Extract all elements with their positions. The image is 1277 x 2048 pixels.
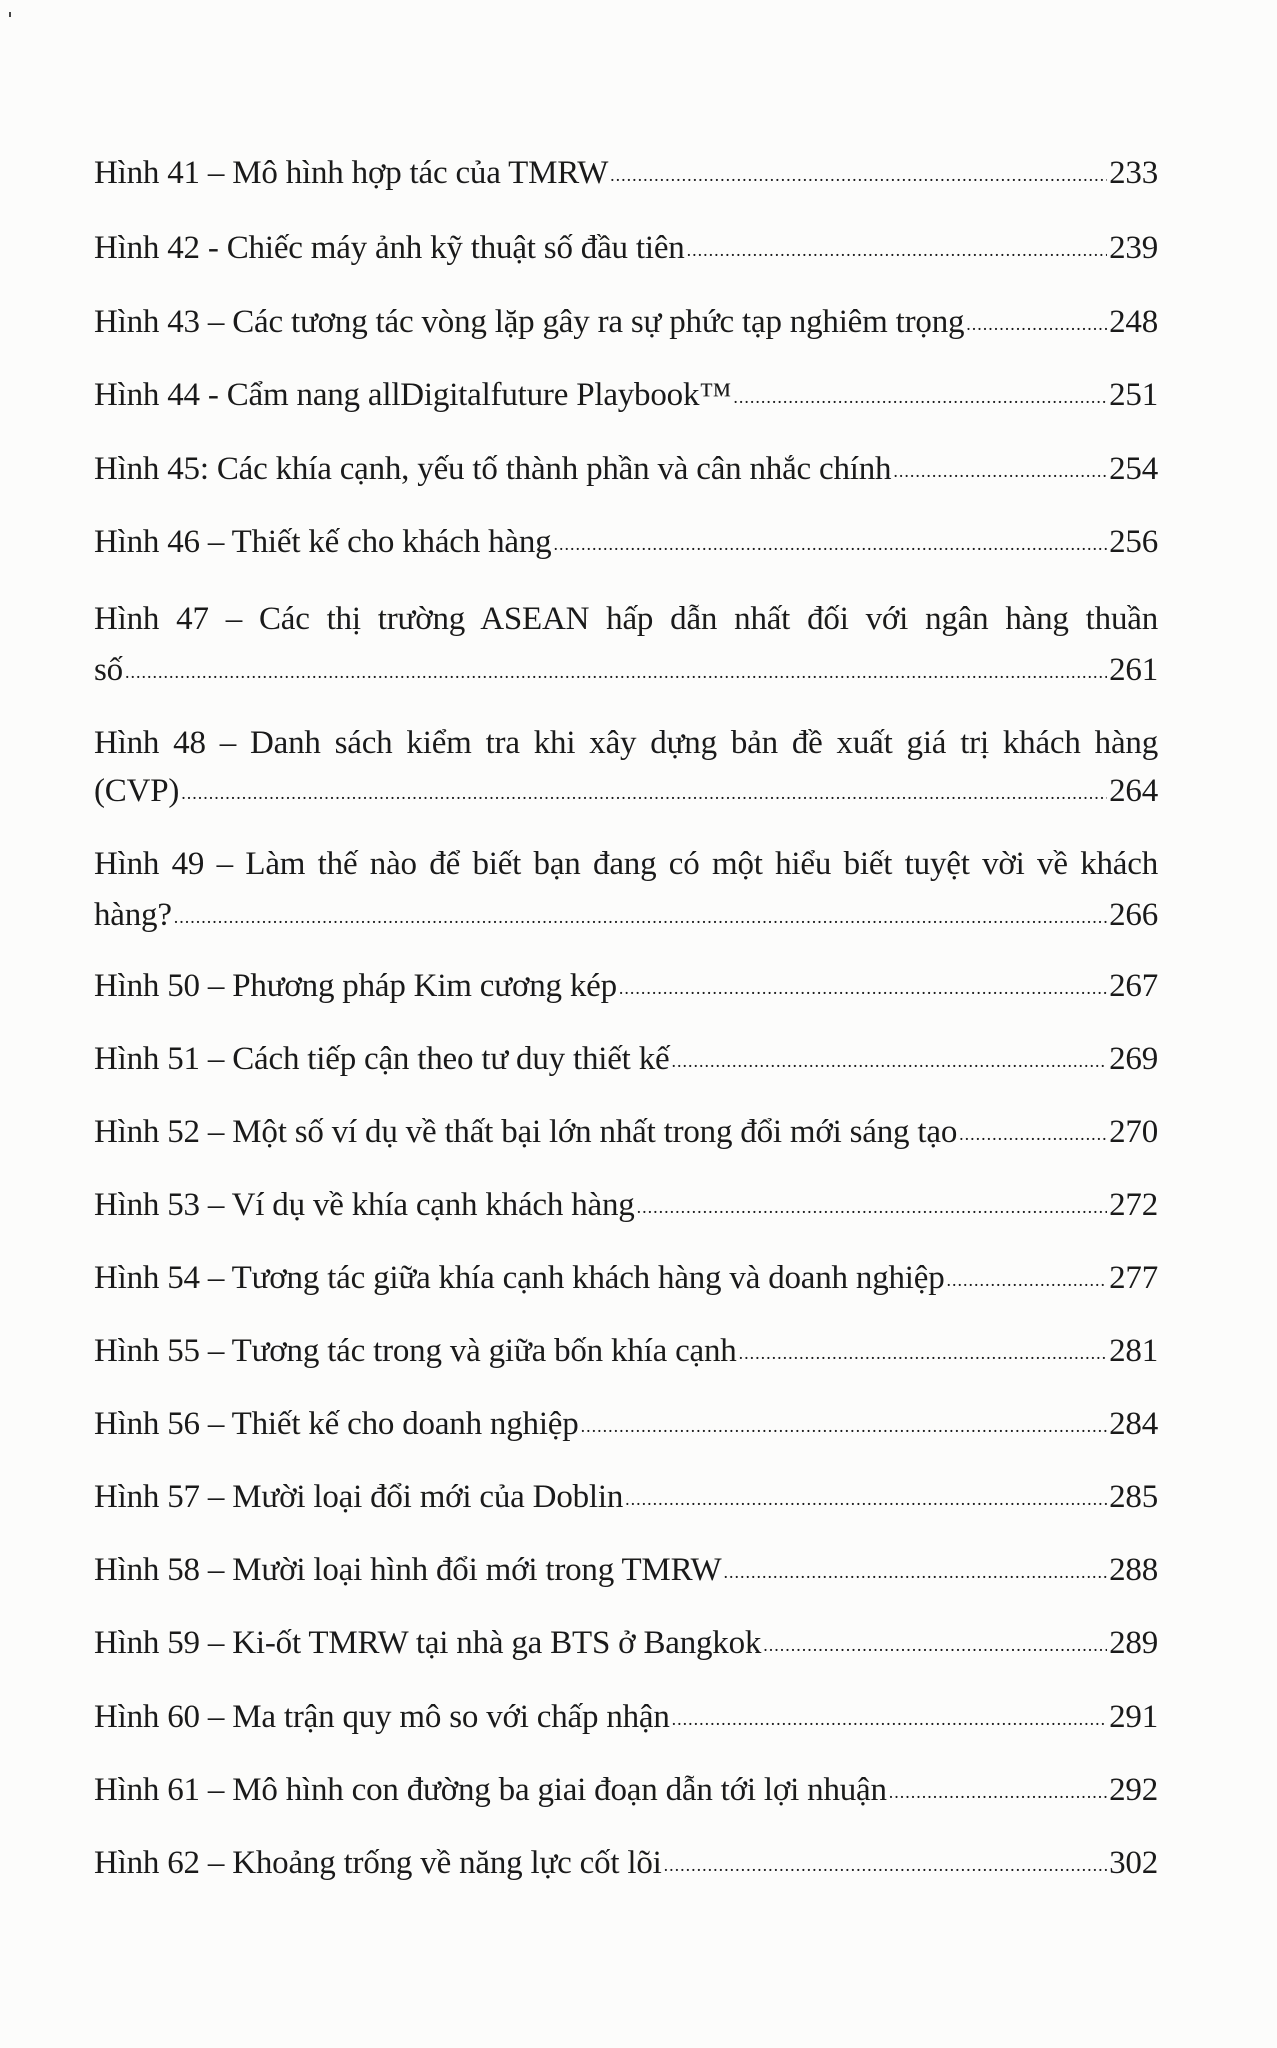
- dot-leader: [959, 1113, 1107, 1155]
- dot-leader: [581, 1405, 1108, 1447]
- toc-entry-page-number: 284: [1109, 1406, 1158, 1442]
- dot-leader: [889, 1771, 1107, 1813]
- toc-entry-page-number: 281: [1109, 1333, 1158, 1369]
- toc-entry-page-number: 291: [1109, 1699, 1158, 1735]
- toc-entry-first-line: Hình 47 – Các thị trường ASEAN hấp dẫn nhất đối với ngân hàng thuần: [94, 601, 1158, 637]
- dot-leader: [724, 1551, 1108, 1593]
- dot-leader: [610, 154, 1107, 196]
- toc-entry[interactable]: [94, 1330, 1158, 1372]
- toc-entry[interactable]: [94, 1111, 1158, 1153]
- toc-entry[interactable]: [94, 374, 1158, 416]
- toc-entry[interactable]: [94, 649, 1158, 691]
- toc-entry-page-number: 251: [1109, 377, 1158, 413]
- toc-entry[interactable]: [94, 1769, 1158, 1811]
- toc-entry-title: Hình 50 – Phương pháp Kim cương kép: [94, 968, 617, 1004]
- dot-leader: [733, 376, 1107, 418]
- dot-leader: [619, 967, 1107, 1009]
- dot-leader: [671, 1040, 1107, 1082]
- toc-entry-page-number: 254: [1109, 451, 1158, 487]
- toc-entry[interactable]: [94, 448, 1158, 490]
- toc-entry-title: Hình 59 – Ki-ốt TMRW tại nhà ga BTS ở Bangkok: [94, 1625, 762, 1661]
- toc-entry-title: Hình 52 – Một số ví dụ về thất bại lớn nhất trong đổi mới sáng tạo: [94, 1114, 958, 1150]
- toc-entry[interactable]: [94, 1257, 1158, 1299]
- toc-entry[interactable]: [94, 152, 1158, 194]
- toc-entry[interactable]: [94, 1842, 1158, 1884]
- toc-entry[interactable]: [94, 770, 1158, 812]
- toc-entry-page-number: 292: [1109, 1772, 1158, 1808]
- dot-leader: [966, 303, 1107, 345]
- dot-leader: [125, 651, 1107, 693]
- toc-entry-title: Hình 51 – Cách tiếp cận theo tư duy thiết kế: [94, 1041, 670, 1077]
- toc-entry[interactable]: [94, 1184, 1158, 1226]
- toc-entry-title: Hình 56 – Thiết kế cho doanh nghiệp: [94, 1406, 579, 1442]
- toc-entry-title: Hình 41 – Mô hình hợp tác của TMRW: [94, 155, 609, 191]
- toc-entry-page-number: 277: [1109, 1260, 1158, 1296]
- toc-entry[interactable]: [94, 1549, 1158, 1591]
- toc-entry-page-number: 256: [1109, 524, 1158, 560]
- toc-entry-page-number: 264: [1109, 773, 1158, 809]
- toc-entry-title: Hình 53 – Ví dụ về khía cạnh khách hàng: [94, 1187, 635, 1223]
- toc-entry-title: Hình 44 - Cẩm nang allDigitalfuture Playbook™: [94, 377, 732, 413]
- toc-entry-page-number: 248: [1109, 304, 1158, 340]
- toc-entry-title: Hình 62 – Khoảng trống về năng lực cốt lõi: [94, 1845, 662, 1881]
- dot-leader: [763, 1624, 1107, 1666]
- toc-entry-page-number: 302: [1109, 1845, 1158, 1881]
- toc-entry-first-line: Hình 49 – Làm thế nào để biết bạn đang có một hiểu biết tuyệt vời về khách: [94, 846, 1158, 882]
- toc-entry-page-number: 289: [1109, 1625, 1158, 1661]
- toc-entry[interactable]: [94, 227, 1158, 269]
- toc-entry-page-number: 272: [1109, 1187, 1158, 1223]
- toc-entry[interactable]: [94, 1403, 1158, 1445]
- toc-entry-page-number: 270: [1109, 1114, 1158, 1150]
- toc-entry-page-number: 239: [1109, 230, 1158, 266]
- dot-leader: [893, 450, 1107, 492]
- toc-entry-title: Hình 57 – Mười loại đổi mới của Doblin: [94, 1479, 624, 1515]
- toc-entry[interactable]: [94, 1622, 1158, 1664]
- toc-entry[interactable]: [94, 1696, 1158, 1738]
- toc-entry-page-number: 261: [1109, 652, 1158, 688]
- dot-leader: [947, 1259, 1108, 1301]
- toc-entry-page-number: 266: [1109, 897, 1158, 933]
- toc-entry[interactable]: [94, 521, 1158, 563]
- toc-entry[interactable]: [94, 1476, 1158, 1518]
- toc-entry[interactable]: [94, 965, 1158, 1007]
- dot-leader: [174, 896, 1107, 938]
- dot-leader: [664, 1844, 1107, 1886]
- dot-leader: [625, 1478, 1107, 1520]
- dot-leader: [687, 229, 1108, 271]
- toc-entry-page-number: 285: [1109, 1479, 1158, 1515]
- toc-entry-title: Hình 43 – Các tương tác vòng lặp gây ra sự phức tạp nghiêm trọng: [94, 304, 965, 340]
- dot-leader: [672, 1698, 1107, 1740]
- toc-entry-title: hàng?: [94, 897, 172, 933]
- toc-entry[interactable]: [94, 1038, 1158, 1080]
- toc-entry-title: Hình 55 – Tương tác trong và giữa bốn khía cạnh: [94, 1333, 737, 1369]
- toc-entry-title: Hình 58 – Mười loại hình đổi mới trong TMRW: [94, 1552, 722, 1588]
- toc-entry-title: Hình 45: Các khía cạnh, yếu tố thành phần và cân nhắc chính: [94, 451, 892, 487]
- dot-leader: [739, 1332, 1108, 1374]
- dot-leader: [181, 772, 1107, 814]
- toc-entry-title: Hình 46 – Thiết kế cho khách hàng: [94, 524, 552, 560]
- toc-entry-first-line: Hình 48 – Danh sách kiểm tra khi xây dựng bản đề xuất giá trị khách hàng: [94, 725, 1158, 761]
- toc-entry-page-number: 269: [1109, 1041, 1158, 1077]
- dot-leader: [637, 1186, 1108, 1228]
- toc-entry-title: số: [94, 652, 123, 688]
- toc-entry-page-number: 288: [1109, 1552, 1158, 1588]
- toc-entry-page-number: 267: [1109, 968, 1158, 1004]
- toc-entry-title: Hình 54 – Tương tác giữa khía cạnh khách hàng và doanh nghiệp: [94, 1260, 945, 1296]
- toc-entry-title: (CVP): [94, 773, 180, 809]
- toc-entry-title: Hình 60 – Ma trận quy mô so với chấp nhận: [94, 1699, 670, 1735]
- toc-entry[interactable]: [94, 894, 1158, 936]
- dot-leader: [553, 523, 1107, 565]
- toc-entry-title: Hình 42 - Chiếc máy ảnh kỹ thuật số đầu tiên: [94, 230, 685, 266]
- toc-entry-page-number: 233: [1109, 155, 1158, 191]
- toc-entry-title: Hình 61 – Mô hình con đường ba giai đoạn dẫn tới lợi nhuận: [94, 1772, 887, 1808]
- toc-entry[interactable]: [94, 301, 1158, 343]
